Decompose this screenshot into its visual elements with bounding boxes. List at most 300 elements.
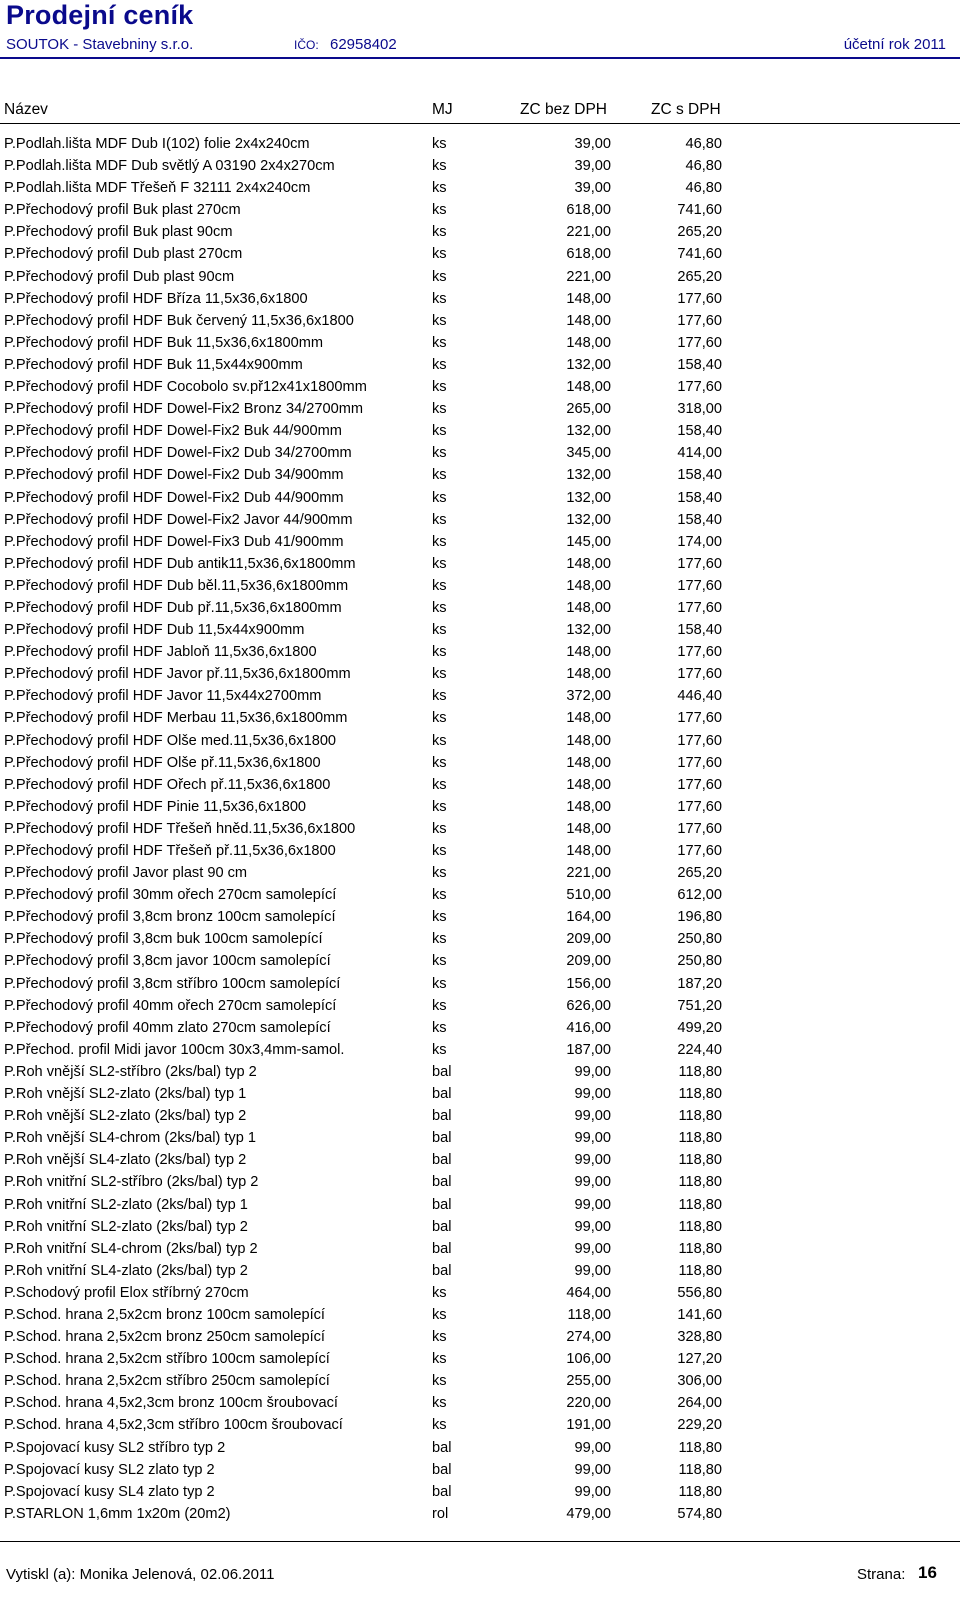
item-name: P.Přechodový profil HDF Buk 11,5x36,6x1800mm	[4, 334, 324, 351]
ico-label: IČO:	[294, 38, 319, 52]
item-name: P.Přechodový profil HDF Buk červený 11,5x36,6x1800	[4, 312, 354, 329]
item-price-incl: 612,00	[677, 887, 722, 904]
table-row	[0, 155, 960, 177]
item-name: P.Přechodový profil 40mm ořech 270cm samolepící	[4, 997, 337, 1014]
item-name: P.Přechodový profil Dub plast 270cm	[4, 246, 243, 263]
item-price-incl: 118,80	[678, 1218, 722, 1235]
printed-by: Vytiskl (a): Monika Jelenová, 02.06.2011	[6, 1566, 275, 1583]
item-price-incl: 574,80	[677, 1505, 722, 1522]
item-unit: bal	[432, 1086, 452, 1103]
table-row	[0, 973, 960, 995]
table-row	[0, 884, 960, 906]
item-price-incl: 318,00	[677, 401, 722, 418]
table-row	[0, 553, 960, 575]
table-row	[0, 840, 960, 862]
table-row	[0, 995, 960, 1017]
item-name: P.Spojovací kusy SL4 zlato typ 2	[4, 1483, 215, 1500]
item-unit: ks	[432, 180, 447, 197]
item-price-incl: 118,80	[678, 1108, 722, 1125]
table-row	[0, 1127, 960, 1149]
table-row	[0, 1039, 960, 1061]
item-price-excl: 372,00	[566, 688, 611, 705]
item-price-excl: 221,00	[566, 268, 611, 285]
item-price-excl: 99,00	[574, 1218, 611, 1235]
item-unit: ks	[432, 997, 447, 1014]
item-name: P.Schod. hrana 4,5x2,3cm stříbro 100cm šroubovací	[4, 1417, 343, 1434]
item-unit: ks	[432, 312, 447, 329]
item-price-excl: 99,00	[574, 1196, 611, 1213]
item-price-excl: 148,00	[566, 710, 611, 727]
item-price-excl: 221,00	[566, 224, 611, 241]
table-row	[0, 730, 960, 752]
item-price-excl: 118,00	[567, 1306, 611, 1323]
item-unit: ks	[432, 887, 447, 904]
item-price-excl: 618,00	[566, 246, 611, 263]
table-row	[0, 707, 960, 729]
item-price-excl: 416,00	[566, 1019, 611, 1036]
item-price-incl: 177,60	[677, 334, 722, 351]
table-row	[0, 133, 960, 155]
item-unit: ks	[432, 688, 447, 705]
item-name: P.Přechodový profil Buk plast 90cm	[4, 224, 233, 241]
item-price-excl: 132,00	[566, 489, 611, 506]
item-name: P.Přechodový profil HDF Dub př.11,5x36,6x1800mm	[4, 599, 342, 616]
item-unit: ks	[432, 1019, 447, 1036]
item-price-incl: 46,80	[685, 180, 722, 197]
item-name: P.Přechodový profil HDF Třešeň hněd.11,5x36,6x1800	[4, 820, 356, 837]
item-name: P.Spojovací kusy SL2 stříbro typ 2	[4, 1439, 226, 1456]
item-name: P.Roh vnější SL4-chrom (2ks/bal) typ 1	[4, 1130, 256, 1147]
table-row	[0, 752, 960, 774]
item-price-excl: 99,00	[574, 1152, 611, 1169]
item-unit: ks	[432, 356, 447, 373]
item-price-incl: 158,40	[677, 356, 722, 373]
item-price-excl: 148,00	[566, 843, 611, 859]
item-price-excl: 132,00	[566, 423, 611, 440]
item-price-incl: 158,40	[677, 467, 722, 484]
item-price-incl: 187,20	[677, 975, 722, 992]
item-name: P.Roh vnější SL2-stříbro (2ks/bal) typ 2	[4, 1063, 257, 1080]
table-row	[0, 1437, 960, 1459]
table-row	[0, 1392, 960, 1414]
item-price-excl: 510,00	[566, 887, 611, 904]
item-name: P.Přechodový profil HDF Dowel-Fix2 Dub 34/2700mm	[4, 445, 352, 462]
item-name: P.Přechodový profil Buk plast 270cm	[4, 202, 241, 219]
item-name: P.Roh vnitřní SL2-zlato (2ks/bal) typ 1	[4, 1196, 248, 1213]
table-row	[0, 906, 960, 928]
page-label: Strana:	[857, 1566, 906, 1583]
item-price-incl: 177,60	[677, 644, 722, 661]
item-unit: ks	[432, 1395, 447, 1412]
item-price-incl: 499,20	[677, 1019, 722, 1036]
table-row	[0, 487, 960, 509]
item-name: P.Přechodový profil HDF Olše med.11,5x36,6x1800	[4, 732, 337, 749]
item-price-incl: 177,60	[677, 666, 722, 683]
item-name: P.Přechodový profil Dub plast 90cm	[4, 268, 235, 285]
item-unit: bal	[432, 1240, 452, 1257]
item-price-incl: 177,60	[677, 555, 722, 572]
table-row	[0, 1282, 960, 1304]
item-name: P.Schod. hrana 2,5x2cm bronz 250cm samolepící	[4, 1329, 325, 1346]
table-row	[0, 199, 960, 221]
item-unit: ks	[432, 953, 447, 970]
column-header-name: Název	[4, 101, 48, 118]
item-unit: ks	[432, 1329, 447, 1346]
item-unit: bal	[432, 1461, 452, 1478]
table-row	[0, 1017, 960, 1039]
item-price-excl: 220,00	[566, 1395, 611, 1412]
item-price-excl: 148,00	[566, 820, 611, 837]
item-unit: ks	[432, 1284, 447, 1301]
table-row	[0, 575, 960, 597]
item-unit: ks	[432, 666, 447, 683]
item-unit: ks	[432, 511, 447, 528]
item-name: P.Přechodový profil HDF Javor př.11,5x36,6x1800mm	[4, 666, 351, 683]
item-price-excl: 209,00	[566, 931, 611, 948]
item-price-excl: 99,00	[574, 1108, 611, 1125]
item-name: P.Přechodový profil HDF Javor 11,5x44x2700mm	[4, 688, 322, 705]
item-price-excl: 132,00	[566, 511, 611, 528]
table-row	[0, 332, 960, 354]
item-name: P.Přechodový profil HDF Dub antik11,5x36,6x1800mm	[4, 555, 356, 572]
item-price-excl: 464,00	[566, 1284, 611, 1301]
item-name: P.Přechodový profil HDF Ořech př.11,5x36,6x1800	[4, 776, 331, 793]
item-name: P.Přechodový profil HDF Dowel-Fix2 Bronz 34/2700mm	[4, 401, 364, 418]
table-row	[0, 796, 960, 818]
item-price-incl: 118,80	[678, 1063, 722, 1080]
item-price-excl: 132,00	[566, 467, 611, 484]
column-header-unit: MJ	[432, 101, 453, 118]
item-price-incl: 158,40	[677, 489, 722, 506]
item-price-excl: 145,00	[566, 533, 611, 550]
item-price-incl: 414,00	[677, 445, 722, 462]
price-table	[0, 133, 960, 1525]
item-name: P.Přechodový profil 3,8cm buk 100cm samolepící	[4, 931, 323, 948]
table-row	[0, 774, 960, 796]
item-unit: ks	[432, 334, 447, 351]
item-unit: ks	[432, 1417, 447, 1434]
item-price-incl: 127,20	[677, 1351, 722, 1368]
table-row	[0, 354, 960, 376]
item-price-excl: 39,00	[574, 180, 611, 197]
item-unit: ks	[432, 1306, 447, 1323]
item-price-incl: 46,80	[685, 158, 722, 175]
item-price-incl: 158,40	[677, 622, 722, 639]
item-price-incl: 177,60	[677, 798, 722, 815]
item-price-incl: 250,80	[677, 953, 722, 970]
item-unit: ks	[432, 158, 447, 175]
item-name: P.Roh vnitřní SL4-chrom (2ks/bal) typ 2	[4, 1240, 258, 1257]
table-row	[0, 685, 960, 707]
item-price-incl: 177,60	[677, 577, 722, 594]
item-name: P.Přechodový profil 3,8cm bronz 100cm samolepící	[4, 909, 336, 926]
item-price-incl: 446,40	[677, 688, 722, 705]
item-price-excl: 148,00	[566, 754, 611, 771]
item-unit: ks	[432, 1373, 447, 1390]
item-unit: ks	[432, 423, 447, 440]
item-price-excl: 148,00	[566, 577, 611, 594]
table-row	[0, 1149, 960, 1171]
item-price-incl: 177,60	[677, 820, 722, 837]
item-name: P.Schodový profil Elox stříbrný 270cm	[4, 1284, 249, 1301]
item-unit: ks	[432, 754, 447, 771]
item-price-incl: 265,20	[677, 224, 722, 241]
item-unit: bal	[432, 1108, 452, 1125]
document-title: Prodejní ceník	[6, 0, 194, 30]
item-price-excl: 99,00	[574, 1174, 611, 1191]
table-row	[0, 1260, 960, 1282]
item-name: P.Schod. hrana 2,5x2cm stříbro 250cm samolepící	[4, 1373, 330, 1390]
item-price-incl: 177,60	[677, 599, 722, 616]
item-price-excl: 187,00	[566, 1041, 611, 1058]
item-unit: bal	[432, 1483, 452, 1500]
item-unit: ks	[432, 776, 447, 793]
item-unit: bal	[432, 1439, 452, 1456]
item-unit: ks	[432, 445, 447, 462]
table-row	[0, 950, 960, 972]
item-unit: ks	[432, 710, 447, 727]
item-unit: ks	[432, 533, 447, 550]
column-header-price-incl: ZC s DPH	[651, 101, 721, 118]
item-unit: bal	[432, 1196, 452, 1213]
item-name: P.Přechodový profil HDF Dowel-Fix2 Dub 44/900mm	[4, 489, 344, 506]
item-price-excl: 148,00	[566, 798, 611, 815]
item-name: P.Přechodový profil HDF Třešeň př.11,5x36,6x1800	[4, 843, 336, 859]
table-row	[0, 597, 960, 619]
item-price-incl: 177,60	[677, 710, 722, 727]
table-row	[0, 663, 960, 685]
item-unit: ks	[432, 865, 447, 882]
item-price-incl: 741,60	[677, 202, 722, 219]
item-price-excl: 99,00	[574, 1240, 611, 1257]
item-price-incl: 177,60	[677, 776, 722, 793]
table-row	[0, 1171, 960, 1193]
item-unit: ks	[432, 820, 447, 837]
item-name: P.Roh vnitřní SL4-zlato (2ks/bal) typ 2	[4, 1262, 248, 1279]
item-unit: ks	[432, 622, 447, 639]
item-price-incl: 265,20	[677, 268, 722, 285]
table-row	[0, 243, 960, 265]
item-price-excl: 618,00	[566, 202, 611, 219]
page-number: 16	[918, 1563, 937, 1582]
table-row	[0, 641, 960, 663]
item-unit: ks	[432, 599, 447, 616]
item-unit: ks	[432, 268, 447, 285]
item-price-incl: 177,60	[677, 843, 722, 859]
item-unit: bal	[432, 1063, 452, 1080]
item-name: P.Přechodový profil 3,8cm stříbro 100cm samolepící	[4, 975, 341, 992]
item-price-incl: 741,60	[677, 246, 722, 263]
item-price-incl: 118,80	[678, 1439, 722, 1456]
item-name: P.Přechodový profil HDF Olše př.11,5x36,6x1800	[4, 754, 321, 771]
item-price-incl: 177,60	[677, 290, 722, 307]
item-unit: ks	[432, 798, 447, 815]
item-price-excl: 221,00	[566, 865, 611, 882]
item-price-incl: 177,60	[677, 312, 722, 329]
item-price-excl: 345,00	[566, 445, 611, 462]
table-row	[0, 1216, 960, 1238]
table-row	[0, 398, 960, 420]
item-price-incl: 328,80	[677, 1329, 722, 1346]
item-price-incl: 250,80	[677, 931, 722, 948]
item-price-incl: 118,80	[678, 1086, 722, 1103]
item-name: P.Schod. hrana 4,5x2,3cm bronz 100cm šroubovací	[4, 1395, 338, 1412]
item-unit: ks	[432, 909, 447, 926]
item-price-incl: 118,80	[678, 1174, 722, 1191]
item-price-excl: 99,00	[574, 1063, 611, 1080]
table-row	[0, 1238, 960, 1260]
item-price-excl: 148,00	[566, 290, 611, 307]
item-price-incl: 265,20	[677, 865, 722, 882]
item-price-excl: 191,00	[566, 1417, 611, 1434]
item-name: P.Roh vnější SL4-zlato (2ks/bal) typ 2	[4, 1152, 247, 1169]
table-row	[0, 818, 960, 840]
item-price-excl: 479,00	[566, 1505, 611, 1522]
item-price-excl: 99,00	[574, 1483, 611, 1500]
header-divider	[0, 57, 960, 59]
item-price-excl: 148,00	[566, 644, 611, 661]
item-price-incl: 196,80	[677, 909, 722, 926]
item-unit: ks	[432, 224, 447, 241]
item-price-incl: 224,40	[677, 1041, 722, 1058]
item-price-excl: 99,00	[574, 1461, 611, 1478]
table-row	[0, 221, 960, 243]
fiscal-year: účetní rok 2011	[843, 36, 946, 53]
item-name: P.Přechodový profil HDF Pinie 11,5x36,6x1800	[4, 798, 307, 815]
table-row	[0, 310, 960, 332]
table-row	[0, 1481, 960, 1503]
item-unit: bal	[432, 1130, 452, 1147]
item-price-incl: 264,00	[677, 1395, 722, 1412]
item-price-incl: 174,00	[677, 533, 722, 550]
table-row	[0, 531, 960, 553]
item-unit: ks	[432, 732, 447, 749]
item-unit: ks	[432, 843, 447, 859]
column-header-divider	[0, 123, 960, 124]
item-price-excl: 626,00	[566, 997, 611, 1014]
table-row	[0, 420, 960, 442]
item-price-excl: 99,00	[574, 1086, 611, 1103]
item-name: P.Přechodový profil HDF Dub běl.11,5x36,6x1800mm	[4, 577, 349, 594]
item-unit: bal	[432, 1262, 452, 1279]
item-name: P.Přechodový profil HDF Merbau 11,5x36,6x1800mm	[4, 710, 348, 727]
table-row	[0, 464, 960, 486]
item-name: P.Roh vnější SL2-zlato (2ks/bal) typ 2	[4, 1108, 247, 1125]
item-unit: ks	[432, 401, 447, 418]
item-unit: ks	[432, 1351, 447, 1368]
item-unit: ks	[432, 555, 447, 572]
item-price-incl: 306,00	[677, 1373, 722, 1390]
item-name: P.Přechodový profil HDF Dowel-Fix2 Javor 44/900mm	[4, 511, 353, 528]
item-price-excl: 156,00	[566, 975, 611, 992]
item-price-excl: 148,00	[566, 379, 611, 396]
item-price-incl: 118,80	[678, 1483, 722, 1500]
item-name: P.Schod. hrana 2,5x2cm bronz 100cm samolepící	[4, 1306, 325, 1323]
item-name: P.Podlah.lišta MDF Třešeň F 32111 2x4x240cm	[4, 180, 311, 197]
item-price-excl: 39,00	[574, 158, 611, 175]
table-row	[0, 1083, 960, 1105]
item-name: P.Přechodový profil HDF Bříza 11,5x36,6x1800	[4, 290, 308, 307]
item-name: P.Přechodový profil HDF Jabloň 11,5x36,6x1800	[4, 644, 317, 661]
item-name: P.Přechodový profil HDF Dowel-Fix3 Dub 41/900mm	[4, 533, 344, 550]
item-name: P.Přechodový profil 3,8cm javor 100cm samolepící	[4, 953, 331, 970]
item-price-excl: 99,00	[574, 1439, 611, 1456]
table-row	[0, 928, 960, 950]
table-row	[0, 1194, 960, 1216]
item-price-excl: 209,00	[566, 953, 611, 970]
item-price-excl: 148,00	[566, 776, 611, 793]
item-price-excl: 148,00	[566, 312, 611, 329]
item-name: P.Roh vnitřní SL2-stříbro (2ks/bal) typ 2	[4, 1174, 259, 1191]
item-price-excl: 164,00	[566, 909, 611, 926]
item-price-excl: 255,00	[566, 1373, 611, 1390]
table-row	[0, 1414, 960, 1436]
table-row	[0, 1459, 960, 1481]
item-price-excl: 148,00	[566, 732, 611, 749]
item-price-excl: 106,00	[566, 1351, 611, 1368]
item-price-excl: 148,00	[566, 666, 611, 683]
item-price-incl: 118,80	[678, 1130, 722, 1147]
table-row	[0, 442, 960, 464]
item-name: P.Přechodový profil HDF Buk 11,5x44x900mm	[4, 356, 303, 373]
item-price-excl: 148,00	[566, 334, 611, 351]
table-row	[0, 862, 960, 884]
table-row	[0, 1061, 960, 1083]
item-price-incl: 556,80	[677, 1284, 722, 1301]
item-price-incl: 118,80	[678, 1262, 722, 1279]
item-name: P.Přechod. profil Midi javor 100cm 30x3,4mm-samol.	[4, 1041, 345, 1058]
table-row	[0, 288, 960, 310]
footer-divider	[0, 1541, 960, 1542]
item-price-excl: 132,00	[566, 356, 611, 373]
item-price-excl: 148,00	[566, 599, 611, 616]
item-unit: ks	[432, 1041, 447, 1058]
item-price-excl: 99,00	[574, 1262, 611, 1279]
item-name: P.Roh vnější SL2-zlato (2ks/bal) typ 1	[4, 1086, 247, 1103]
item-unit: rol	[432, 1505, 449, 1522]
item-name: P.Podlah.lišta MDF Dub I(102) folie 2x4x240cm	[4, 136, 310, 152]
item-price-incl: 177,60	[677, 754, 722, 771]
item-price-incl: 141,60	[677, 1306, 722, 1323]
item-name: P.Schod. hrana 2,5x2cm stříbro 100cm samolepící	[4, 1351, 330, 1368]
item-price-incl: 118,80	[678, 1461, 722, 1478]
item-price-excl: 132,00	[566, 622, 611, 639]
table-row	[0, 376, 960, 398]
table-row	[0, 1348, 960, 1370]
item-name: P.Přechodový profil HDF Dowel-Fix2 Buk 44/900mm	[4, 423, 342, 440]
item-unit: ks	[432, 467, 447, 484]
item-price-incl: 118,80	[678, 1240, 722, 1257]
item-price-excl: 274,00	[566, 1329, 611, 1346]
table-row	[0, 266, 960, 288]
item-unit: ks	[432, 290, 447, 307]
item-name: P.Přechodový profil 30mm ořech 270cm samolepící	[4, 887, 337, 904]
item-name: P.Přechodový profil HDF Dub 11,5x44x900mm	[4, 622, 305, 639]
table-row	[0, 1503, 960, 1525]
item-price-incl: 158,40	[677, 423, 722, 440]
table-row	[0, 509, 960, 531]
table-row	[0, 1105, 960, 1127]
item-unit: ks	[432, 379, 447, 396]
table-row	[0, 177, 960, 199]
table-row	[0, 1326, 960, 1348]
item-unit: bal	[432, 1174, 452, 1191]
item-name: P.Spojovací kusy SL2 zlato typ 2	[4, 1461, 215, 1478]
column-header-price-excl: ZC bez DPH	[520, 101, 607, 118]
table-row	[0, 619, 960, 641]
item-name: P.Přechodový profil HDF Cocobolo sv.př12x41x1800mm	[4, 379, 367, 396]
item-price-excl: 99,00	[574, 1130, 611, 1147]
